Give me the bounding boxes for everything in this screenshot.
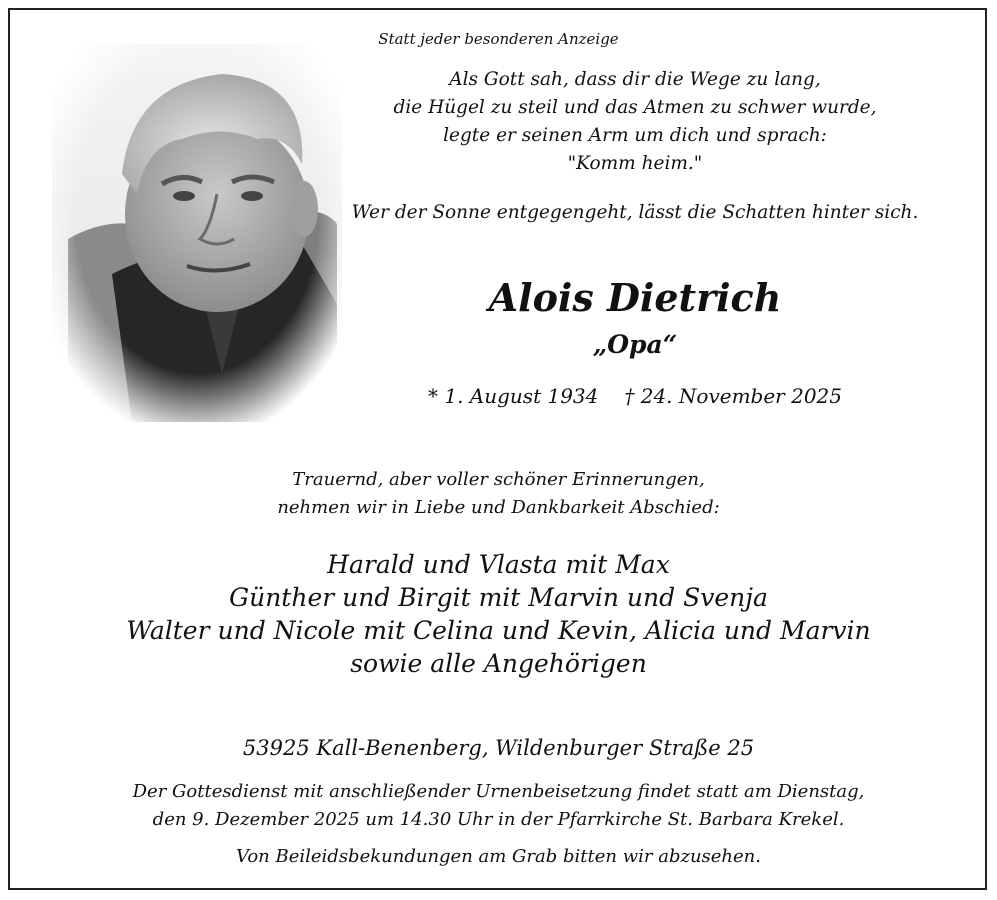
intro-line: nehmen wir in Liebe und Dankbarkeit Abschied: <box>277 497 720 518</box>
mourner-line: sowie alle Angehörigen <box>350 649 647 678</box>
poem <box>340 66 930 178</box>
death-date: † 24. November 2025 <box>624 384 842 408</box>
life-dates <box>340 384 930 408</box>
mourner-line: Harald und Vlasta mit Max <box>327 550 670 579</box>
mourner-line: Günther und Birgit mit Marvin und Svenja <box>229 583 768 612</box>
deceased-nickname: „Opa“ <box>592 330 678 359</box>
birth-date: * 1. August 1934 <box>428 384 599 408</box>
intro-line: Trauernd, aber voller schöner Erinnerungen, <box>292 469 705 490</box>
deceased-name: Alois Dietrich <box>488 275 782 320</box>
service-line: den 9. Dezember 2025 um 14.30 Uhr in der Pfarrkirche St. Barbara Krekel. <box>152 809 845 830</box>
service-line: Der Gottesdienst mit anschließender Urnenbeisetzung findet statt am Dienstag, <box>132 781 865 802</box>
portrait-photo <box>52 44 342 422</box>
mourner-line: Walter und Nicole mit Celina und Kevin, Alicia und Marvin <box>126 616 871 645</box>
poem-line: die Hügel zu steil und das Atmen zu schwer wurde, <box>393 97 877 118</box>
poem-line: Als Gott sah, dass dir die Wege zu lang, <box>449 69 821 90</box>
notice-header: Statt jeder besonderen Anzeige <box>378 30 619 48</box>
motto: Wer der Sonne entgegengeht, lässt die Schatten hinter sich. <box>351 202 919 223</box>
mourners-list <box>0 548 997 680</box>
address: 53925 Kall-Benenberg, Wildenburger Straße 25 <box>242 736 755 760</box>
poem-line: legte er seinen Arm um dich und sprach: <box>443 125 827 146</box>
service-info <box>0 778 997 834</box>
poem-line: "Komm heim." <box>567 153 703 174</box>
farewell-intro <box>0 466 997 522</box>
condolence-note: Von Beileidsbekundungen am Grab bitten wir abzusehen. <box>236 846 761 867</box>
